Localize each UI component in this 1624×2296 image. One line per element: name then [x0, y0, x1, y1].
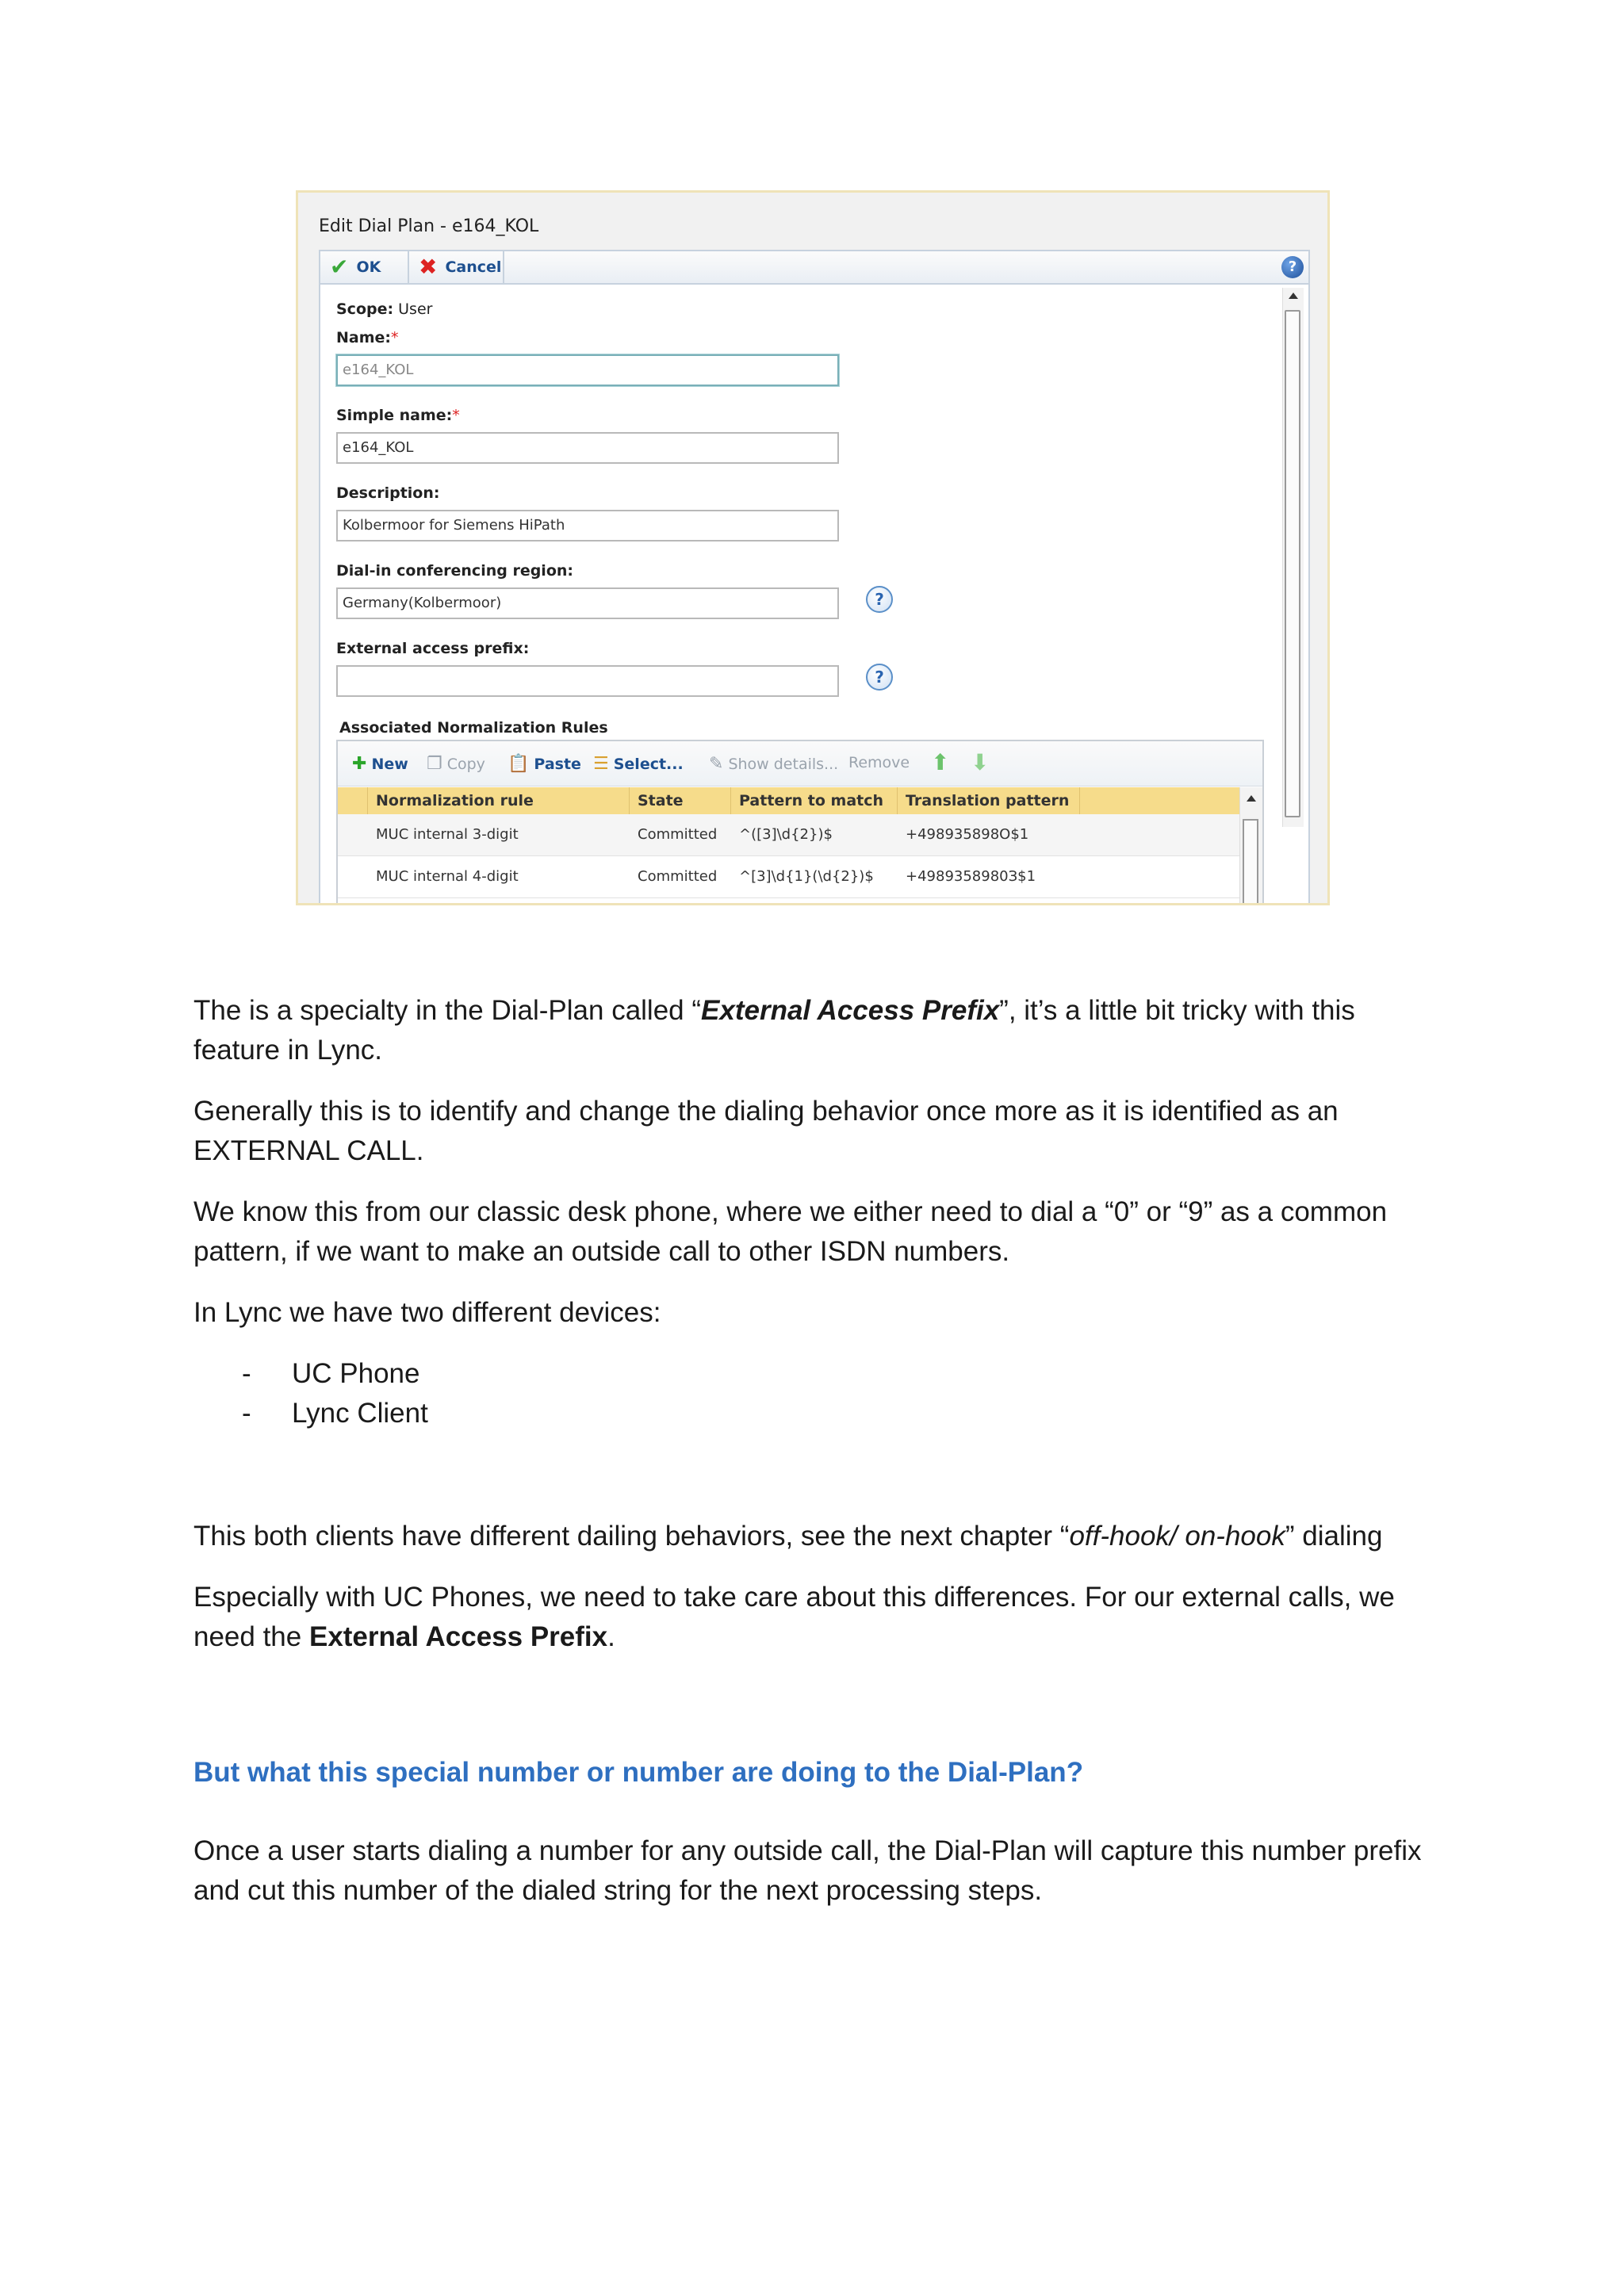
paragraph-two-devices: In Lync we have two different devices: — [193, 1297, 661, 1328]
bullet-marker: - — [242, 1358, 251, 1389]
p1-text-start: The is a specialty in the Dial-Plan called “ — [193, 995, 702, 1026]
checkmark-icon: ✔ — [330, 254, 349, 280]
column-header-pattern[interactable]: Pattern to match — [731, 787, 898, 814]
scroll-up-icon[interactable] — [1289, 293, 1298, 299]
scope-label: Scope: — [336, 300, 394, 318]
name-label: Name: — [336, 329, 392, 346]
close-icon: ✖ — [419, 254, 438, 280]
region-label: Dial-in conferencing region: — [336, 562, 573, 580]
paste-label: Paste — [534, 755, 581, 773]
simple-name-label-row — [336, 407, 460, 424]
paragraph-uc-phones — [193, 1578, 1446, 1657]
move-down-arrow-icon[interactable]: ⬇ — [971, 749, 990, 775]
rules-title: Associated Normalization Rules — [339, 719, 608, 737]
grid-scrollbar[interactable] — [1239, 787, 1262, 905]
scroll-thumb[interactable] — [1285, 310, 1300, 817]
prefix-label: External access prefix: — [336, 640, 530, 657]
scroll-thumb[interactable] — [1243, 819, 1258, 905]
region-input[interactable]: Germany(Kolbermoor) — [336, 587, 839, 619]
dial-plan-screenshot — [296, 190, 1330, 905]
state-cell: Committed — [638, 868, 718, 885]
paste-rule-button[interactable] — [508, 754, 581, 774]
region-help-icon[interactable]: ? — [866, 586, 893, 613]
description-label-row — [336, 484, 440, 502]
grid-header — [338, 787, 1243, 815]
name-input[interactable]: e164_KOL — [336, 354, 839, 386]
p1-emphasis: External Access Prefix — [701, 995, 1000, 1026]
simple-name-label: Simple name: — [336, 407, 453, 424]
move-up-arrow-icon[interactable]: ⬆ — [931, 749, 950, 775]
paragraph-dialing-capture: Once a user starts dialing a number for any outside call, the Dial-Plan will capture this number prefix and cut this number of the dialed string for the next processing steps. — [193, 1835, 1422, 1906]
description-input[interactable]: Kolbermoor for Siemens HiPath — [336, 510, 839, 541]
bullet-item: UC Phone — [292, 1358, 420, 1389]
cancel-label: Cancel — [445, 258, 502, 276]
description-label: Description: — [336, 484, 440, 502]
paragraph-dialing-behaviors — [193, 1517, 1446, 1556]
prefix-help-icon[interactable]: ? — [866, 664, 893, 691]
translation-cell: +498935898O$1 — [906, 826, 1029, 843]
scope-row — [336, 300, 432, 318]
column-header-state[interactable]: State — [630, 787, 731, 814]
table-row[interactable] — [338, 814, 1243, 856]
column-header-translation[interactable]: Translation pattern — [898, 787, 1080, 814]
p1-text-end: ”, it’s a little bit tricky with this feature in Lync. — [193, 995, 1355, 1066]
external-access-prefix-input[interactable] — [336, 665, 839, 697]
pattern-cell: ^([3]\d{2})$ — [739, 826, 833, 843]
name-label-row — [336, 329, 399, 346]
bullet-marker: - — [242, 1398, 251, 1429]
help-icon[interactable]: ? — [1281, 256, 1304, 278]
header-spacer — [338, 787, 368, 814]
prefix-label-row — [336, 640, 529, 657]
new-label: New — [371, 755, 408, 773]
bullet-item: Lync Client — [292, 1398, 428, 1429]
form-panel — [319, 285, 1310, 905]
copy-label: Copy — [446, 755, 485, 773]
new-rule-button[interactable] — [352, 754, 408, 774]
paragraph-generally: Generally this is to identify and change the dialing behavior once more as it is identified as an EXTERNAL CALL. — [193, 1096, 1339, 1166]
clipboard-icon: 📋 — [508, 754, 530, 774]
pattern-cell: ^[3]\d{1}(\d{2})$ — [739, 868, 874, 885]
rule-name-cell: MUC internal 4-digit — [376, 868, 519, 885]
column-header-rule[interactable]: Normalization rule — [368, 787, 630, 814]
dialog-toolbar — [319, 250, 1310, 285]
scope-value: User — [398, 300, 433, 318]
paragraph-external-access-prefix — [193, 991, 1446, 1070]
copy-rule-button[interactable] — [427, 754, 485, 774]
select-label: Select... — [613, 755, 684, 773]
select-list-icon: ☰ — [593, 754, 609, 774]
show-details-label: Show details... — [728, 755, 839, 773]
p6-text-end: . — [607, 1621, 615, 1652]
translation-cell: +4989358980З$1 — [906, 868, 1036, 885]
state-cell: Committed — [638, 826, 718, 843]
panel-scrollbar[interactable] — [1282, 288, 1304, 827]
table-row[interactable] — [338, 856, 1243, 898]
normalization-rules-grid — [336, 740, 1264, 905]
rules-toolbar — [338, 741, 1262, 786]
simple-name-input[interactable]: e164_KOL — [336, 432, 839, 464]
section-heading: But what this special number or number are doing to the Dial-Plan? — [193, 1757, 1084, 1788]
cancel-button[interactable] — [409, 251, 504, 283]
paragraph-desk-phone: We know this from our classic desk phone, where we either need to dial a “0” or “9” as a common pattern, if we want to make an outside call to other ISDN numbers. — [193, 1196, 1388, 1267]
select-rule-button[interactable] — [593, 754, 684, 774]
region-label-row — [336, 562, 573, 580]
scroll-up-icon[interactable] — [1247, 795, 1256, 802]
ok-label: OK — [356, 258, 381, 276]
pencil-icon: ✎ — [709, 754, 724, 774]
dialog-title: Edit Dial Plan - e164_KOL — [319, 216, 539, 236]
remove-rule-button[interactable]: Remove — [848, 754, 910, 771]
p5-emphasis: off-hook/ on-hook — [1069, 1521, 1285, 1552]
p5-text-start: This both clients have different dailing behaviors, see the next chapter “ — [193, 1521, 1070, 1552]
required-mark: * — [452, 407, 460, 424]
required-mark: * — [391, 329, 399, 346]
p5-text-end: ” dialing — [1285, 1521, 1383, 1552]
p6-bold: External Access Prefix — [308, 1621, 608, 1652]
show-details-button[interactable] — [709, 754, 838, 774]
p6-text-start: Especially with UC Phones, we need to take care about this differences. For our external calls, we need the — [193, 1582, 1395, 1652]
ok-button[interactable] — [320, 251, 409, 283]
plus-icon: ✚ — [352, 754, 367, 774]
copy-icon: ❐ — [427, 754, 442, 774]
rule-name-cell: MUC internal 3-digit — [376, 826, 519, 843]
